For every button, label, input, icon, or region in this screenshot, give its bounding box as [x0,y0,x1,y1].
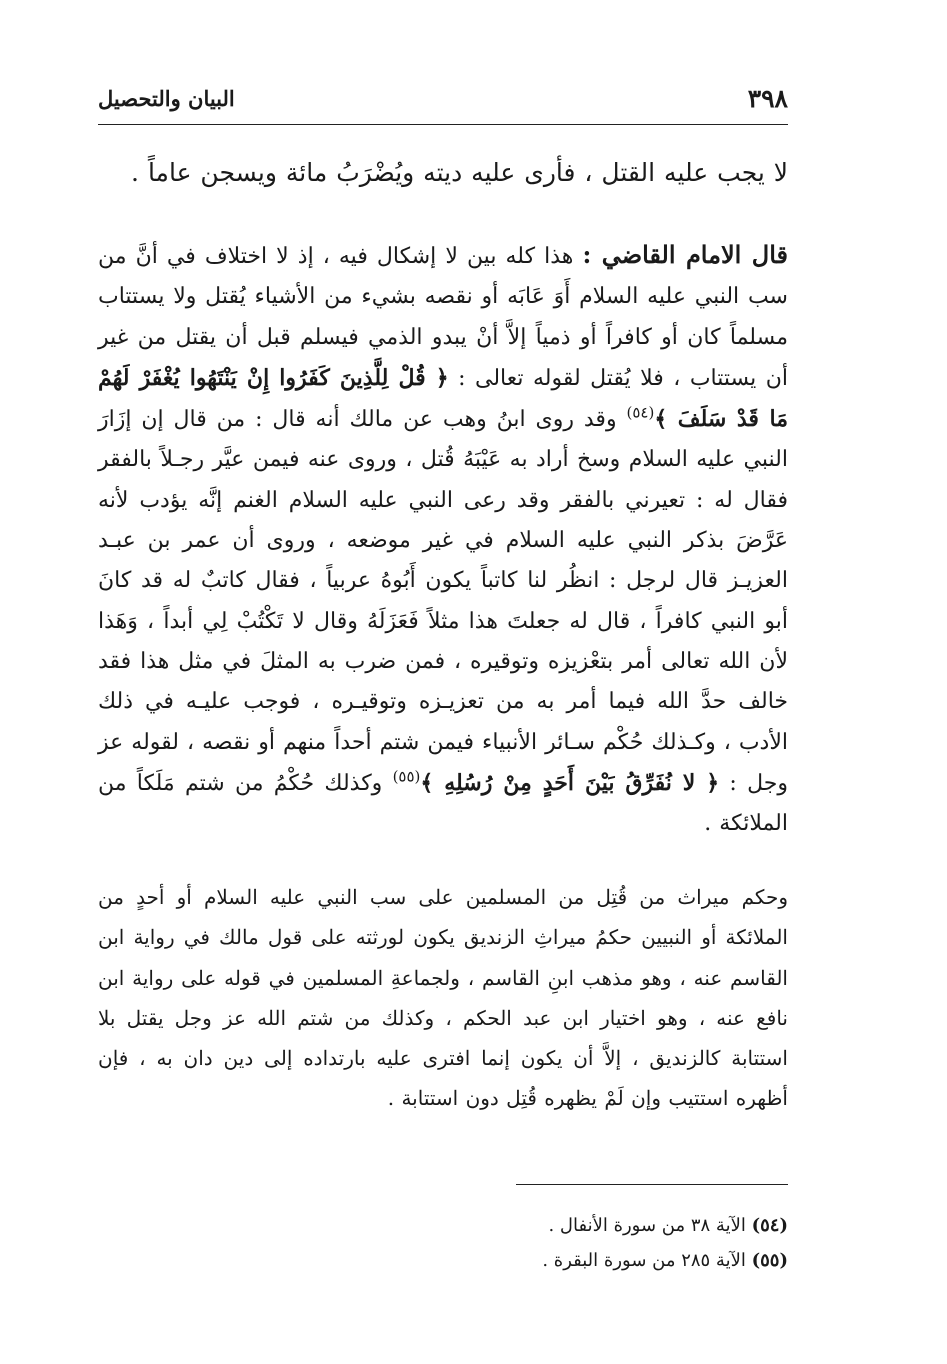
footnote-reference: (٥٥) [392,767,421,786]
running-title: البيان والتحصيل [98,86,235,111]
footnote [420,1208,788,1243]
footnotes [420,1208,788,1278]
quran-verse: ﴿ لا نُفَرِّقُ بَيْنَ أَحَدٍ مِنْ رُسُلِهِ ﴾ [420,769,720,796]
paragraph-2 [98,235,788,844]
footnote-number: (٥٥) [751,1250,788,1271]
footnote [420,1243,788,1278]
page-header [98,80,788,125]
paragraph-1: لا يجب عليه القتل ، فأرى عليه ديته ويُضْرَبُ مائة ويسجن عاماً . [131,158,788,187]
paragraph-text: وقد روى ابنُ وهب عن مالك أنه قال : من قال إن إزَارَ النبي عليه السلام وسخ أراد به عَيْبَهُ قُتل ، وروى عنه فيمن عيَّر رجـلاً بالفقر فقال له : تعيرني بالفقر وقد رعى النبي عليه السلام الغنم إنَّه يؤدب لأنه عَرَّضَ بذكر النبي عليه السلام في غير موضعه ، وروى أن عمر بن عبـد العزيـز قال لرجل : انظُر لنا كاتباً يكون أَبُوهُ عربياً ، فقال كاتبٌ له قد كانَ أبو النبي كافراً ، قال له جعلتَ هذا مثلاً فَعَزَلَهُ وقال لا تَكْتُبْ لِي أبداً ، وَهَذا لأن الله تعالى أمر بتعْزيزه وتوقيره ، فمن ضرب به المثلَ في مثل هذا فقد خالف حدَّ الله فيما أمر به من تعزيـزه وتوقيـره ، فوجب عليـه في ذلك الأدب ، وكـذلك حُكْم سـائر الأنبياء فيمن شتم أحداً منهم أو نقصه ، لقوله عز وجل : [98,407,788,796]
footnote-divider [516,1184,788,1185]
paragraph-text: وكذلك حُكْمُ من شتم مَلَكاً من الملائكة . [98,770,788,837]
footnote-text: الآية ٣٨ من سورة الأنفال . [548,1215,746,1236]
paragraph-lead: قال الامام القاضي : [582,240,788,269]
page-number: ٣٩٨ [747,84,788,113]
quran-verse: ﴿ قُلْ لِلَّذِينَ كَفَرُوا إِنْ يَنْتَهُوا يُغْفَرْ لَهُمْ مَا قَدْ سَلَفَ ﴾ [98,364,788,433]
footnote-text: الآية ٢٨٥ من سورة البقرة . [542,1250,746,1271]
paragraph-3: وحكم ميراث من قُتِل من المسلمين على سب النبي عليه السلام أو أحدٍ من الملائكة أو النبيين حكمُ ميراثِ الزنديق يكون لورثته على قول مالك في رواية ابن القاسم عنه ، وهو مذهب ابنِ القاسم ، ولجماعةِ المسلمين في قوله على رواية ابن نافع عنه ، وهو اختيار ابن عبد الحكم ، وكذلك من شتم الله عز وجل يقتل بلا استتابة كالزنديق ، إلاَّ أن يكون إنما افترى عليه بارتداده إلى دين دان به ، فإن أظهره استتيب وإن لَمْ يظهره قُتِل دون استتابة . [98,885,788,1111]
paragraph-text: هذا كله بين لا إشكال فيه ، إذ لا اختلاف في أنَّ من سب النبي عليه السلام أَوَ عَابَه أو نقصه بشيء من الأشياء يُقتل ولا يستتاب مسلماً كان أو كافراً أو ذمياً إلاَّ أنْ يبدو الذمي فيسلم قبل أن يقتل من غير أن يستتاب ، فلا يُقتل لقوله تعالى : [98,244,789,391]
footnote-number: (٥٤) [751,1215,788,1236]
footnote-reference: (٥٤) [626,403,655,422]
